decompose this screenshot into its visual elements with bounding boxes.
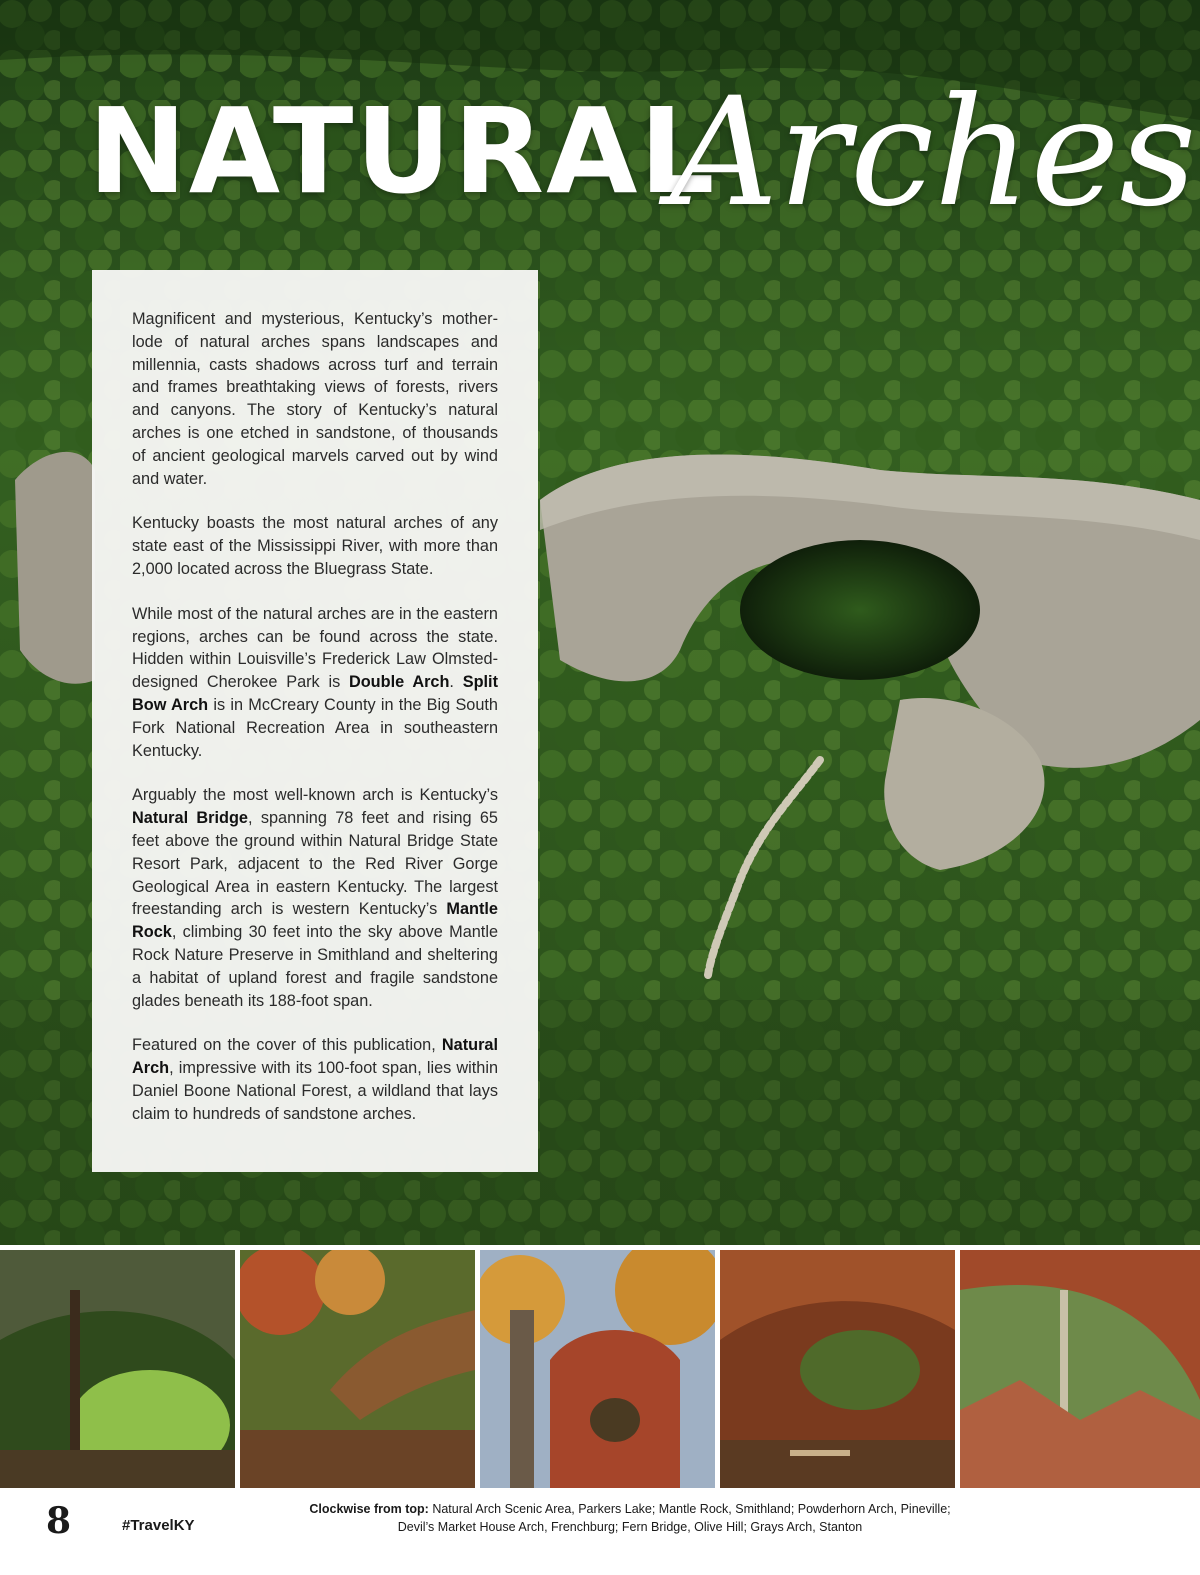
text-run: , impressive with its 100-foot span, lies within Daniel Boone National Forest, a wildland that lays claim to hundreds of sandstone arches. <box>132 1059 498 1123</box>
text-run: Arguably the most well-known arch is Kentucky’s <box>132 786 498 805</box>
title-arches-script: Arches <box>670 66 1197 240</box>
caption-lead: Clockwise from top: <box>309 1502 429 1516</box>
photo-caption <box>270 1500 990 1536</box>
text-run: is in McCreary County in the Big South Fork National Recreation Area in southeastern Kentucky. <box>132 695 498 760</box>
text-run: , climbing 30 feet into the sky above Mantle Rock Nature Preserve in Smithland and sheltering a habitat of upland forest and fragile sandstone glades beneath its 188-foot span. <box>132 923 498 1010</box>
article-panel <box>92 270 538 1172</box>
photo-arch-sandstone <box>720 1250 955 1488</box>
caption-line-1: Natural Arch Scenic Area, Parkers Lake; Mantle Rock, Smithland; Powderhorn Arch, Pineville; <box>428 1502 951 1516</box>
text-run: . <box>449 673 463 692</box>
article-paragraph-4 <box>132 784 498 1012</box>
photo-strip <box>0 1250 1200 1488</box>
caption-line-2: Devil’s Market House Arch, Frenchburg; Fern Bridge, Olive Hill; Grays Arch, Stanton <box>397 1520 863 1534</box>
text-run: While most of the natural arches are in the eastern regions, arches can be found across the state. Hidden within Louisville’s Frederick Law Olmsted-designed Cherokee Park is <box>132 604 498 692</box>
photo-arch-autumn <box>240 1250 475 1488</box>
article-paragraph-2: Kentucky boasts the most natural arches of any state east of the Mississippi River, with more than 2,000 located across the Bluegrass State. <box>132 514 498 578</box>
photo-arch-overhang <box>960 1250 1200 1488</box>
text-run: Featured on the cover of this publication, <box>132 1036 442 1055</box>
bold-double-arch: Double Arch <box>348 673 450 692</box>
photo-arch-green <box>0 1250 235 1488</box>
bold-split-bow-arch: Split Bow Arch <box>132 673 498 714</box>
page-number: 8 <box>46 1500 72 1542</box>
bold-natural-arch: Natural Arch <box>132 1036 498 1078</box>
article-paragraph-1: Magnificent and mysterious, Kentucky’s mother-lode of natural arches spans landscapes and millennia, casts shadows across turf and terrain and frames breathtaking views of forests, rivers and canyons. The story of Kentucky’s natural arches is one etched in sandstone, of thousands of ancient geological marvels carved out by wind and water. <box>132 310 498 488</box>
article-paragraph-5 <box>132 1034 498 1125</box>
bold-natural-bridge: Natural Bridge <box>132 809 248 828</box>
text-run: , spanning 78 feet and rising 65 feet above the ground within Natural Bridge State Resort Park, adjacent to the Red River Gorge Geological Area in eastern Kentucky. The largest freestanding arch is western Kentucky’s <box>132 809 498 919</box>
photo-arch-red-rock <box>480 1250 715 1488</box>
bold-mantle-rock: Mantle Rock <box>132 900 498 942</box>
hashtag: #TravelKY <box>122 1517 195 1534</box>
article-paragraph-3 <box>132 603 498 763</box>
title-natural: NATURAL <box>88 82 717 220</box>
